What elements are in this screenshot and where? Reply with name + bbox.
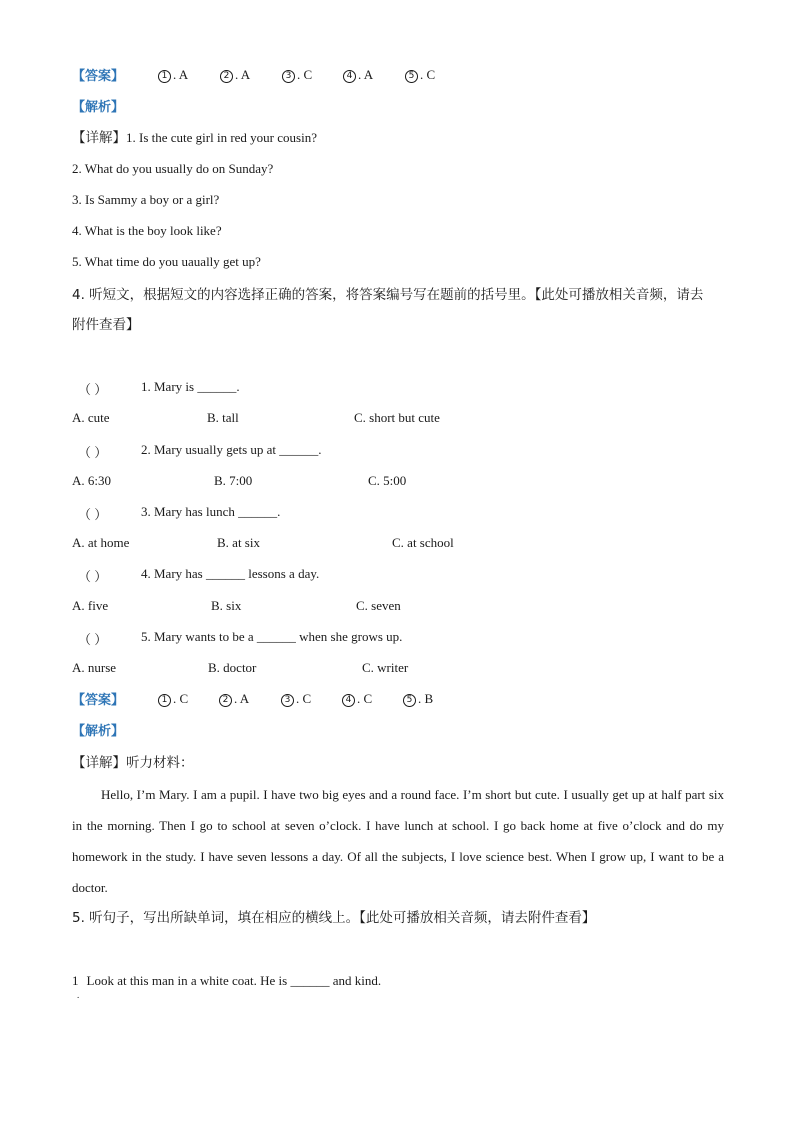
answer-4: 4 . A xyxy=(343,67,373,83)
option-c: C. 5:00 xyxy=(368,473,407,488)
q4-item-2: 2. Mary usually gets up at ______. xyxy=(141,442,322,457)
q4-item-1: 1. Mary is ______. xyxy=(141,379,240,394)
answer-2: 2 . A xyxy=(220,67,250,83)
option-a: A. 6:30 xyxy=(72,473,111,488)
answer-paren: （ ） xyxy=(78,445,108,460)
q4-item-3: 3. Mary has lunch ______. xyxy=(141,504,281,519)
answer-3: 3 . C xyxy=(282,67,312,83)
analysis-heading-2: 【解析】 xyxy=(72,724,125,739)
option-c: C. at school xyxy=(392,535,454,550)
detail-line-5: 5. What time do you uaually get up? xyxy=(72,254,261,269)
option-b: B. six xyxy=(211,598,242,613)
analysis-heading-1: 【解析】 xyxy=(72,100,125,115)
option-b: B. 7:00 xyxy=(214,473,253,488)
option-a: A. nurse xyxy=(72,660,117,675)
option-a: A. cute xyxy=(72,410,110,425)
answer-row-1 xyxy=(72,67,124,86)
answer-5: 5 . C xyxy=(405,67,435,83)
answer-paren: （ ） xyxy=(78,507,108,522)
q5-item-dot: . xyxy=(77,990,80,1000)
option-b: B. tall xyxy=(207,410,239,425)
q4-item-4: 4. Mary has ______ lessons a day. xyxy=(141,566,320,581)
option-c: C. seven xyxy=(356,598,401,613)
answer-5: 5 . B xyxy=(403,691,433,707)
q4-item-5: 5. Mary wants to be a ______ when she grows up. xyxy=(141,629,403,644)
option-a: A. five xyxy=(72,598,109,613)
answer-4: 4 . C xyxy=(342,691,372,707)
option-b: B. at six xyxy=(217,535,260,550)
q5-item-number: 1 xyxy=(72,973,79,988)
q4-instruction-2: 附件查看】 xyxy=(72,317,140,333)
answer-tag: 【答案】 xyxy=(72,69,125,84)
q5-item-1: 1 Look at this man in a white coat. He is ______ and kind. xyxy=(72,973,382,988)
detail-line-1: 【详解】1. Is the cute girl in red your cousin? xyxy=(72,130,317,146)
option-a: A. at home xyxy=(72,535,130,550)
option-b: B. doctor xyxy=(208,660,257,675)
answer-1: 1 . C xyxy=(158,691,188,707)
detail-heading-2: 【详解】听力材料： xyxy=(72,755,194,771)
listening-passage: Hello, I’m Mary. I am a pupil. I have two big eyes and a round face. I’m short but cute. I usually get up at half part six in the morning. Then I go to school at seven o’clock. I have lunch at school. I go back home at five o’clock and do my homework in the study. I have seven lessons a day. Of all the subjects, I love science best. When I grow up, I want to be a doctor. xyxy=(72,787,724,895)
q4-instruction-1: 4. 听短文，根据短文的内容选择正确的答案，将答案编号写在题前的括号里。【此处可播放相关音频，请去 xyxy=(72,287,704,303)
answer-paren: （ ） xyxy=(78,569,108,584)
answer-paren: （ ） xyxy=(78,632,108,647)
detail-line-3: 3. Is Sammy a boy or a girl? xyxy=(72,192,220,207)
detail-line-4: 4. What is the boy look like? xyxy=(72,223,222,238)
answer-row-2 xyxy=(72,691,124,710)
option-c: C. short but cute xyxy=(354,410,440,425)
detail-line-2: 2. What do you usually do on Sunday? xyxy=(72,161,274,176)
answer-paren: （ ） xyxy=(78,382,108,397)
option-c: C. writer xyxy=(362,660,409,675)
detail-tag: 【详解】 xyxy=(72,130,126,146)
q5-instruction: 5. 听句子，写出所缺单词，填在相应的横线上。【此处可播放相关音频，请去附件查看】 xyxy=(72,910,596,926)
answer-1: 1 . A xyxy=(158,67,188,83)
answer-3: 3 . C xyxy=(281,691,311,707)
answer-tag: 【答案】 xyxy=(72,693,125,708)
answer-2: 2 . A xyxy=(219,691,249,707)
